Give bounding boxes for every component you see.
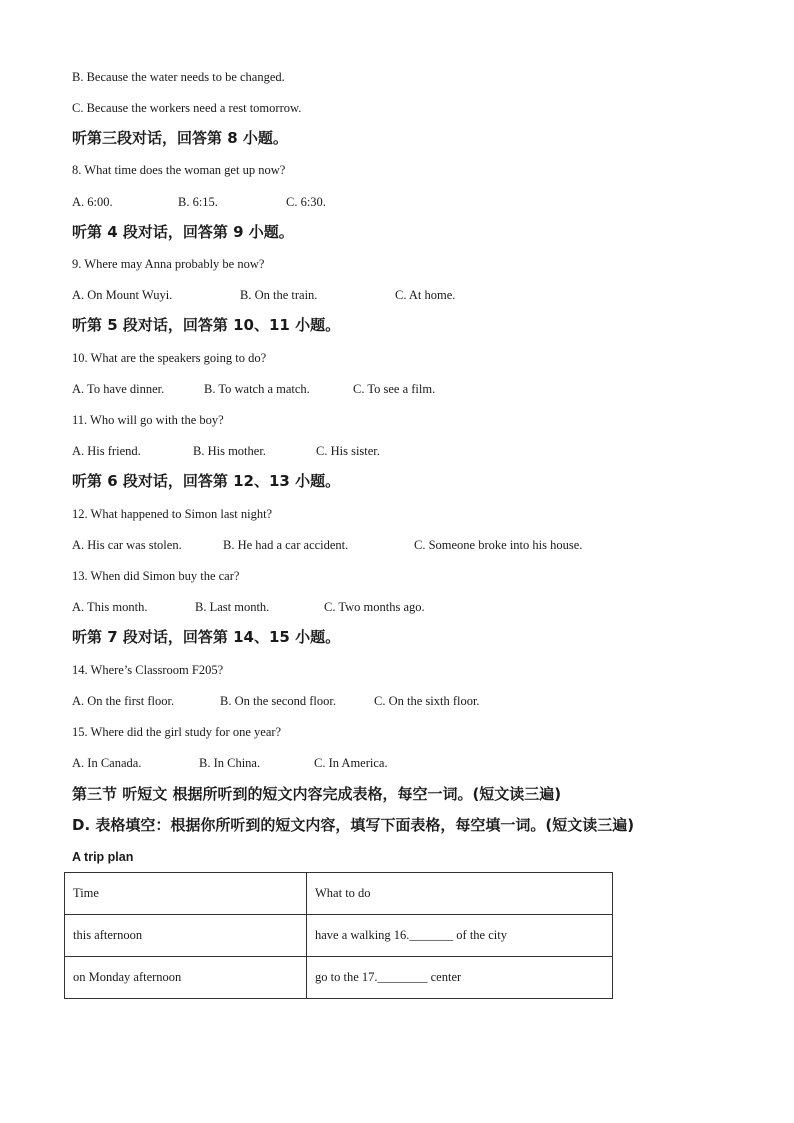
table-cell: this afternoon [65,915,307,957]
table-row [65,915,613,957]
option-a: A. On Mount Wuyi. [72,288,173,302]
question-10: 10. What are the speakers going to do? [72,351,267,365]
table-cell: Time [65,873,307,915]
option-c: C. On the sixth floor. [374,694,480,708]
question-7-option-b: B. Because the water needs to be changed. [72,70,285,84]
option-c: C. To see a film. [353,382,436,396]
option-c: C. At home. [395,288,456,302]
option-b: B. On the train. [240,288,318,302]
section-heading-dialogue-6: 听第 6 段对话，回答第 12、13 小题。 [72,472,341,490]
option-b: B. He had a car accident. [223,538,349,552]
trip-plan-table [64,872,613,999]
question-9: 9. Where may Anna probably be now? [72,257,265,271]
option-a: A. His friend. [72,444,141,458]
question-15: 15. Where did the girl study for one year? [72,725,282,739]
question-7-option-c: C. Because the workers need a rest tomorrow. [72,101,302,115]
option-b: B. His mother. [193,444,266,458]
table-cell: have a walking 16._______ of the city [307,915,613,957]
section-heading-dialogue-5: 听第 5 段对话，回答第 10、11 小题。 [72,316,341,334]
question-12: 12. What happened to Simon last night? [72,507,273,521]
option-b: B. In China. [199,756,261,770]
section-3-heading: 第三节 听短文 根据所听到的短文内容完成表格，每空一词。(短文读三遍) [72,785,562,803]
option-b: B. 6:15. [178,195,218,209]
option-a: A. 6:00. [72,195,113,209]
table-cell: What to do [307,873,613,915]
table-title: A trip plan [72,850,134,864]
table-cell: go to the 17.________ center [307,957,613,999]
option-a: A. On the first floor. [72,694,175,708]
table-row [65,957,613,999]
section-heading-dialogue-4: 听第 4 段对话，回答第 9 小题。 [72,223,294,241]
option-c: C. 6:30. [286,195,326,209]
option-c: C. Two months ago. [324,600,425,614]
option-a: A. This month. [72,600,148,614]
option-c: C. In America. [314,756,388,770]
option-c: C. His sister. [316,444,380,458]
question-14: 14. Where’s Classroom F205? [72,663,224,677]
option-b: B. To watch a match. [204,382,310,396]
option-b: B. Last month. [195,600,270,614]
question-13: 13. When did Simon buy the car? [72,569,240,583]
question-11: 11. Who will go with the boy? [72,413,224,427]
option-a: A. His car was stolen. [72,538,182,552]
table-row [65,873,613,915]
section-heading-dialogue-3: 听第三段对话，回答第 8 小题。 [72,129,288,147]
question-8: 8. What time does the woman get up now? [72,163,286,177]
option-c: C. Someone broke into his house. [414,538,583,552]
section-heading-dialogue-7: 听第 7 段对话，回答第 14、15 小题。 [72,628,341,646]
option-b: B. On the second floor. [220,694,336,708]
section-d-heading: D. 表格填空：根据你所听到的短文内容，填写下面表格，每空填一词。(短文读三遍) [72,816,635,834]
option-a: A. To have dinner. [72,382,165,396]
option-a: A. In Canada. [72,756,142,770]
table-cell: on Monday afternoon [65,957,307,999]
